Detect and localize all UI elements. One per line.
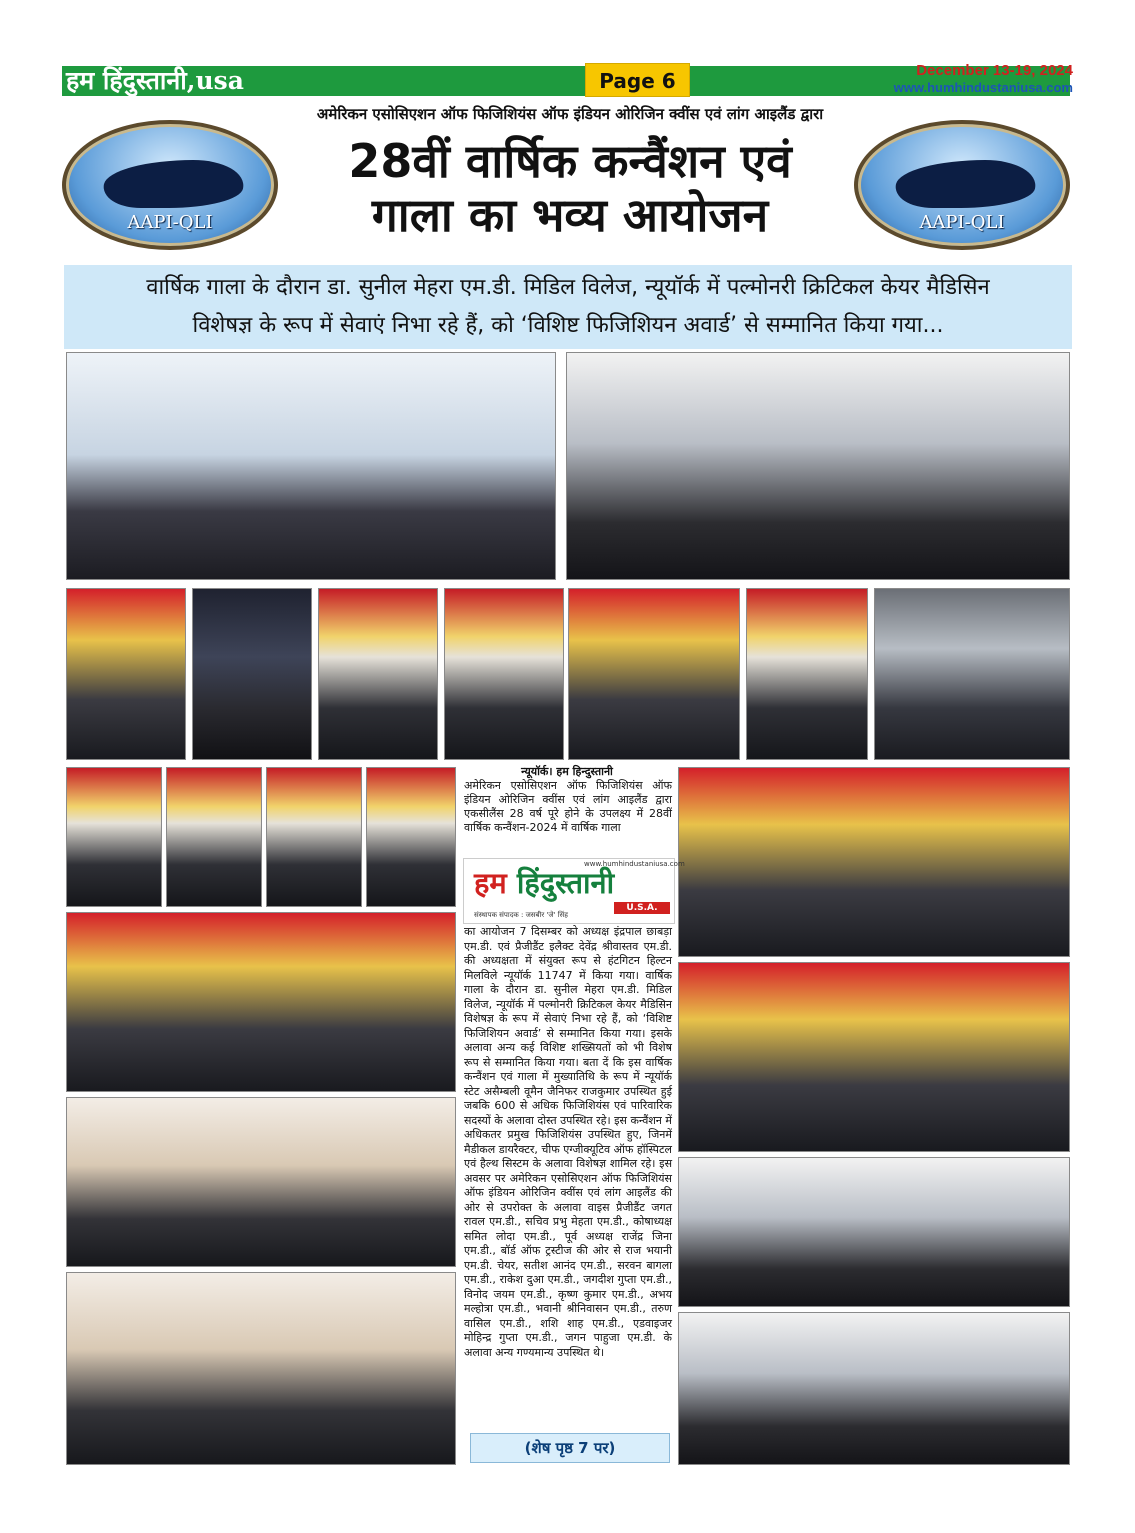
logo-caption: AAPI-QLI (919, 212, 1005, 233)
photo-speaker-1 (66, 588, 186, 760)
photo-two-guests (874, 588, 1070, 760)
photo-award-presentation (66, 912, 456, 1092)
headline-line-1: 28वीं वार्षिक कन्वैंशन एवं (348, 134, 792, 188)
headline-line-2: गाला का भव्य आयोजन (371, 188, 769, 242)
brand-wordmark (474, 863, 614, 902)
masthead-title: हम हिंदुस्तानी,usa (66, 66, 244, 95)
photo-speaker-7 (266, 767, 362, 907)
photo-stage-honorees (678, 1157, 1070, 1307)
publication-brand (463, 858, 685, 924)
issue-date: December 13-19, 2024 (916, 62, 1073, 79)
article-intro: अमेरिकन एसोसिएशन ऑफ फिजिशियंस ऑफ इंडियन ओरिजिन क्वींस एवं लांग आइलैंड द्वारा एकसीलैंस 28 वर्ष पूरे होने के उपलक्ष्य में 28वीं वार्षिक कन्वैंशन-2024 में वार्षिक गाला (464, 779, 672, 834)
photo-award-bouquet (66, 352, 556, 580)
subheadline: अमेरिकन एसोसिएशन ऑफ फिजिशियंस ऑफ इंडियन ओरिजिन क्वींस एवं लांग आइलैंड द्वारा (316, 105, 824, 123)
deck-line-2: विशेषज्ञ के रूप में सेवाएं निभा रहे हैं, को ‘विशिष्ट फिजिशियन अवार्ड’ से सम्मानित किया गया... (192, 313, 944, 338)
logo-caption: AAPI-QLI (127, 212, 213, 233)
aapi-logo-right (854, 120, 1070, 250)
brand-usa-badge: U.S.A. (614, 902, 670, 914)
photo-speaker-2 (318, 588, 438, 760)
brand-hum: हम (474, 866, 507, 900)
brand-website: www.humhindustaniusa.com (584, 860, 685, 868)
brand-tagline: संस्थापक संपादक : जसबीर 'जे' सिंह (474, 911, 568, 919)
article-dateline: न्यूयॉर्क। हम हिन्दुस्तानी (521, 765, 613, 778)
photo-plaques-group (678, 767, 1070, 957)
website-link[interactable]: www.humhindustaniusa.com (893, 80, 1073, 95)
photo-speaker-6 (166, 767, 262, 907)
aapi-logo-left (62, 120, 278, 250)
long-island-map-icon (99, 160, 249, 208)
deck-line-1: वार्षिक गाला के दौरान डा. सुनील मेहरा एम.डी. मिडिल विलेज, न्यूयॉर्क में पल्मोनरी क्रिटिकल केयर मैडिसिन (146, 275, 990, 300)
photo-speaker-3 (444, 588, 564, 760)
photo-podium-women (568, 588, 740, 760)
headline (275, 134, 865, 242)
deck-summary (64, 265, 1072, 349)
article-body: का आयोजन 7 दिसम्बर को अध्यक्ष इंद्रपाल छाबड़ा एम.डी. एवं प्रैजीडैंट इलैक्ट देवेंद्र श्रीवास्तव एम.डी. की अध्यक्षता में संयुक्त रूप से हंटगिटन हिल्टन मिलविले न्यूयॉर्क 11747 में किया गया। वार्षिक गाला के दौरान डा. सुनील मेहरा एम.डी. मिडिल विलेज, न्यूयॉर्क में पल्मोनरी क्रिटिकल केयर मैडिसिन विशेषज्ञ के रूप में सेवाएं निभा रहे हैं, को ‘विशिष्ट फिजिशियन अवार्ड’ से सम्मानित किया गया। इसके अलावा अन्य कई विशिष्ट शख्सियतों को भी विशेष रूप से सम्मानित किया गया। बता दें कि इस वार्षिक कन्वैंशन एवं गाला में मुख्यातिथि के रूप में न्यूयॉर्क स्टेट असैम्बली वूमैन जैनिफर राजकुमार उपस्थित हुई जबकि 600 से अधिक फिजिशियंस एवं पारिवारिक सदस्यों के अलावा दोस्त उपस्थित रहे। इस कन्वैंशन में अधिकतर प्रमुख फिजिशियंस उपस्थित हुए, जिनमें मैडीकल डायरैक्टर, चीफ एग्जीक्यूटिव ऑफ हॉस्पिटल एवं हैल्थ सिस्टम के अलावा विशेषज्ञ शामिल रहे। इस अवसर पर अमेरिकन एसोसिएशन ऑफ फिजिशियंस ऑफ इंडियन ओरिजिन क्वींस एवं लांग आइलैंड की ओर से उपरोक्त के अलावा वाइस प्रैजीडैंट जगत रावल एम.डी., सचिव प्रभु मेहता एम.डी., कोषाध्यक्ष समित लोदा एम.डी., पूर्व अध्यक्ष राजेंद्र जिना एम.डी., बॉर्ड ऑफ ट्रस्टीज की ओर से राज भयानी एम.डी. चेयर, सतीश आनंद एम.डी., सरवन बागला एम.डी., राकेश दुआ एम.डी., जगदीश गुप्ता एम.डी., विनोद जयम एम.डी., कृष्ण कुमार एम.डी., अभय मल्होत्रा एम.डी., भवानी श्रीनिवासन एम.डी., तरुण वासिल एम.डी., शशि शाह एम.डी., एडवाइजर मोहिन्द्र गुप्ता एम.डी., जगन पाहुजा एम.डी. के अलावा अन्य गण्यमान्य उपस्थित थे। (464, 925, 672, 1359)
photo-three-guests (566, 352, 1070, 580)
photo-speaker-8 (366, 767, 456, 907)
photo-singer (192, 588, 312, 760)
photo-women-group (678, 1312, 1070, 1465)
long-island-map-icon (891, 160, 1041, 208)
page-number: Page 6 (585, 63, 690, 97)
photo-speaker-4 (746, 588, 868, 760)
photo-group-men (66, 1097, 456, 1267)
photo-group-mixed (66, 1272, 456, 1465)
brand-hindustani: हिंदुस्तानी (516, 866, 615, 900)
photo-speaker-5 (66, 767, 162, 907)
photo-certificate-group (678, 962, 1070, 1152)
continued-on-page-7[interactable]: (शेष पृष्ठ 7 पर) (470, 1433, 670, 1463)
